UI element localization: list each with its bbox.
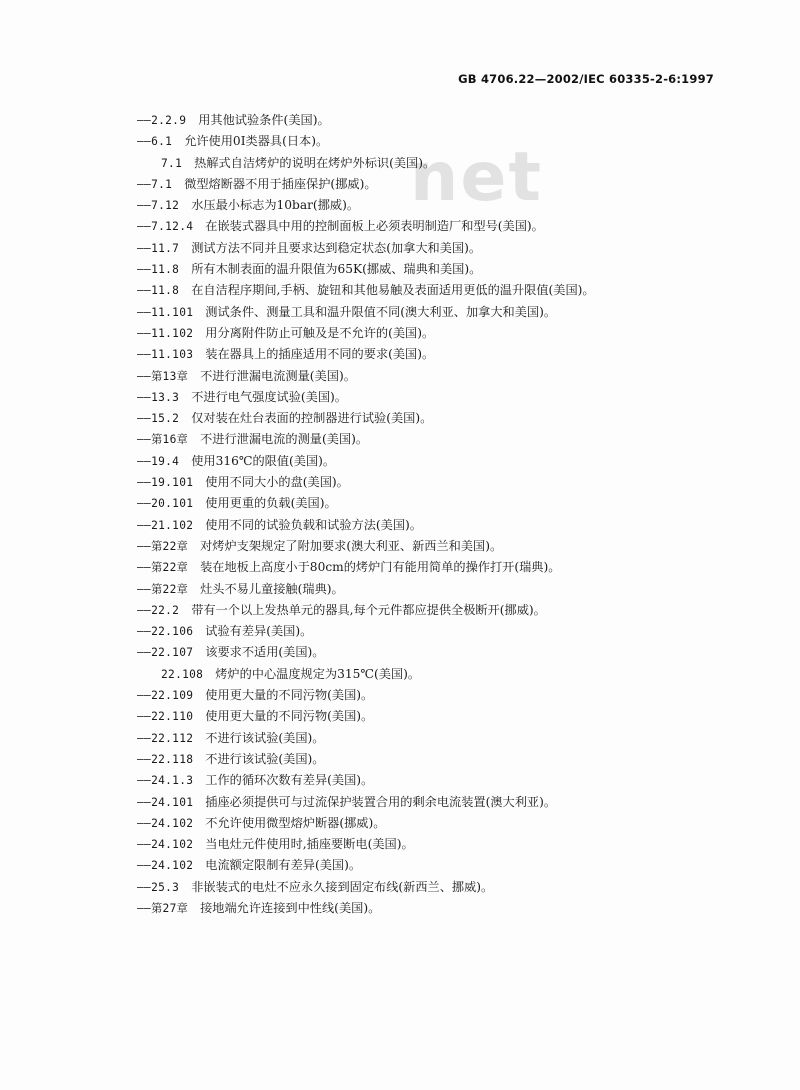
- clause-text: 微型熔断器不用于插座保护(挪威)。: [184, 176, 377, 191]
- clause-text: 使用更重的负载(美国)。: [205, 496, 337, 511]
- list-item: [137, 238, 697, 259]
- clause-number: ——第22章: [137, 582, 189, 596]
- clause-number: ——22.118: [137, 752, 194, 766]
- list-item: [137, 685, 697, 706]
- clause-number: ——15.2: [137, 412, 180, 426]
- list-item: [137, 706, 697, 727]
- clause-number: ——22.110: [137, 710, 194, 724]
- clause-text: 对烤炉支架规定了附加要求(澳大利亚、新西兰和美国)。: [200, 538, 503, 553]
- list-item: [137, 877, 697, 898]
- list-item: [137, 600, 697, 621]
- list-item: [137, 110, 697, 131]
- clause-number: ——22.2: [137, 603, 180, 617]
- list-item: [137, 621, 697, 642]
- list-item: [137, 579, 697, 600]
- list-item: [137, 153, 697, 174]
- clause-number: ——11.8: [137, 284, 180, 298]
- clause-number: 22.108: [161, 667, 204, 681]
- clause-text: 非嵌装式的电灶不应永久接到固定布线(新西兰、挪威)。: [191, 879, 494, 894]
- list-item: [137, 493, 697, 514]
- list-item: [137, 280, 697, 301]
- clause-text: 允许使用0Ⅰ类器具(日本)。: [184, 134, 329, 149]
- clause-number: ——22.109: [137, 689, 194, 703]
- clause-text: 测试方法不同并且要求达到稳定状态(加拿大和美国)。: [191, 240, 482, 255]
- clause-text: 用分离附件防止可触及是不允许的(美国)。: [205, 325, 435, 340]
- clause-text: 不进行电气强度试验(美国)。: [191, 389, 347, 404]
- clause-number: ——19.101: [137, 476, 194, 490]
- clause-text: 不进行泄漏电流的测量(美国)。: [200, 432, 369, 447]
- clause-text: 在自洁程序期间,手柄、旋钮和其他易触及表面适用更低的温升限值(美国)。: [191, 283, 595, 298]
- clause-number: ——7.12.4: [137, 220, 194, 234]
- clause-number: ——22.106: [137, 625, 194, 639]
- clause-text: 热解式自洁烤炉的说明在烤炉外标识(美国)。: [194, 155, 436, 170]
- list-item: [137, 728, 697, 749]
- clause-number: ——24.101: [137, 795, 194, 809]
- clause-number: ——7.12: [137, 199, 180, 213]
- list-item: [137, 387, 697, 408]
- standard-header: GB 4706.22—2002/IEC 60335-2-6:1997: [458, 72, 714, 86]
- clause-text: 使用更大量的不同污物(美国)。: [205, 709, 374, 724]
- clause-text: 装在地板上高度小于80cm的烤炉门有能用简单的操作打开(瑞典)。: [200, 560, 561, 575]
- watermark: net: [410, 138, 544, 217]
- list-item: [137, 855, 697, 876]
- clause-text: 该要求不适用(美国)。: [205, 645, 325, 660]
- list-item: [137, 749, 697, 770]
- list-item: [137, 451, 697, 472]
- clause-text: 灶头不易儿童接触(瑞典)。: [200, 581, 344, 596]
- clause-number: ——11.101: [137, 305, 194, 319]
- clause-text: 工作的循环次数有差异(美国)。: [205, 773, 374, 788]
- clause-text: 不允许使用微型熔炉断器(挪威)。: [205, 815, 386, 830]
- list-item: [137, 472, 697, 493]
- list-item: [137, 429, 697, 450]
- clause-number: ——25.3: [137, 880, 180, 894]
- clause-text: 使用不同大小的盘(美国)。: [205, 475, 349, 490]
- clause-text: 烤炉的中心温度规定为315℃(美国)。: [215, 666, 421, 681]
- list-item: [137, 664, 697, 685]
- clause-text: 不进行该试验(美国)。: [205, 751, 325, 766]
- clause-text: 用其他试验条件(美国)。: [198, 113, 330, 127]
- list-item: [137, 515, 697, 536]
- clause-text: 水压最小标志为10bar(挪威)。: [191, 198, 360, 213]
- clause-number: ——24.102: [137, 816, 194, 830]
- clause-number: ——11.7: [137, 241, 180, 255]
- clause-number: ——20.101: [137, 497, 194, 511]
- list-item: [137, 195, 697, 216]
- list-item: [137, 323, 697, 344]
- list-item: [137, 344, 697, 365]
- list-item: [137, 216, 697, 237]
- list-item: [137, 898, 697, 919]
- clause-text: 当电灶元件使用时,插座要断电(美国)。: [205, 837, 414, 852]
- clause-text: 使用316℃的限值(美国)。: [191, 453, 336, 468]
- list-item: [137, 813, 697, 834]
- clause-number: ——6.1: [137, 135, 173, 149]
- clause-text: 试验有差异(美国)。: [205, 624, 313, 639]
- clause-number: ——22.112: [137, 731, 194, 745]
- list-item: [137, 302, 697, 323]
- list-item: [137, 408, 697, 429]
- clause-text: 在嵌装式器具中用的控制面板上必须表明制造厂和型号(美国)。: [205, 219, 544, 234]
- clause-text: 使用更大量的不同污物(美国)。: [205, 688, 374, 703]
- clause-number: ——11.102: [137, 326, 194, 340]
- deviation-list: [137, 110, 697, 919]
- clause-number: ——第27章: [137, 901, 189, 915]
- clause-number: ——7.1: [137, 177, 173, 191]
- clause-number: ——第22章: [137, 539, 189, 553]
- list-item: [137, 259, 697, 280]
- clause-number: ——22.107: [137, 646, 194, 660]
- list-item: [137, 642, 697, 663]
- list-item: [137, 174, 697, 195]
- clause-number: ——19.4: [137, 454, 180, 468]
- list-item: [137, 792, 697, 813]
- clause-text: 电流额定限制有差异(美国)。: [205, 858, 362, 873]
- clause-number: ——11.103: [137, 348, 194, 362]
- clause-text: 插座必须提供可与过流保护装置合用的剩余电流装置(澳大利亚)。: [205, 794, 557, 809]
- clause-text: 所有木制表面的温升限值为65K(挪威、瑞典和美国)。: [191, 262, 482, 277]
- clause-number: ——第16章: [137, 433, 189, 447]
- list-item: [137, 536, 697, 557]
- clause-number: ——第22章: [137, 561, 189, 575]
- clause-number: ——2.2.9: [137, 114, 187, 127]
- list-item: [137, 366, 697, 387]
- clause-number: ——21.102: [137, 518, 194, 532]
- clause-text: 仅对装在灶台表面的控制器进行试验(美国)。: [191, 411, 433, 426]
- list-item: [137, 770, 697, 791]
- list-item: [137, 557, 697, 578]
- clause-text: 接地端允许连接到中性线(美国)。: [200, 900, 381, 915]
- clause-text: 带有一个以上发热单元的器具,每个元件都应提供全极断开(挪威)。: [191, 602, 546, 617]
- clause-text: 不进行该试验(美国)。: [205, 730, 325, 745]
- clause-number: ——24.102: [137, 838, 194, 852]
- clause-text: 测试条件、测量工具和温升限值不同(澳大利亚、加拿大和美国)。: [205, 304, 557, 319]
- clause-number: ——13.3: [137, 390, 180, 404]
- clause-number: ——24.102: [137, 859, 194, 873]
- clause-text: 装在器具上的插座适用不同的要求(美国)。: [205, 347, 435, 362]
- list-item: [137, 131, 697, 152]
- clause-text: 使用不同的试验负载和试验方法(美国)。: [205, 517, 422, 532]
- clause-number: ——24.1.3: [137, 774, 194, 788]
- clause-text: 不进行泄漏电流测量(美国)。: [200, 368, 356, 383]
- list-item: [137, 834, 697, 855]
- clause-number: 7.1: [161, 156, 183, 170]
- clause-number: ——11.8: [137, 263, 180, 277]
- clause-number: ——第13章: [137, 369, 189, 383]
